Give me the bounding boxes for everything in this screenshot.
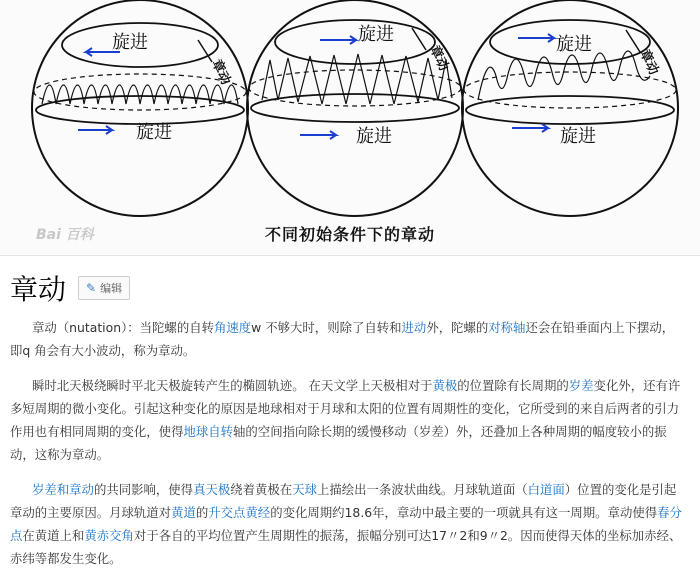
nutation-label-2: 章动 [426,43,451,74]
paragraph-text: 瞬时北天极绕瞬时平北天极旋转产生的椭圆轨迹。 在天文学上天极相对于 [32,378,433,393]
paragraph-3 [10,478,686,570]
inline-link[interactable]: 春分点 [10,505,682,543]
paragraph-text: w 不够大时，则除了自转和 [251,320,402,335]
precession-label-bottom-2: 旋进 [356,126,392,147]
figure-caption: 不同初始条件下的章动 [264,225,435,244]
paragraph-text: 外，陀螺的 [426,320,489,335]
paragraph-1 [10,316,686,362]
nutation-figure [0,0,700,256]
paragraph-text: 的变化周期约18.6年，章动中最主要的一项就具有这一周期。章动使得 [270,505,658,520]
paragraph-text: 章动（nutation）：当陀螺的自转 [32,320,214,335]
sphere-1 [32,0,248,216]
inline-link[interactable]: 岁差和章动 [32,482,94,497]
paragraph-text: 在黄道上和 [22,528,85,543]
inline-link[interactable]: 黄极 [432,378,458,393]
inline-link[interactable]: 天球 [292,482,317,497]
inline-link[interactable]: 真天极 [193,482,231,497]
paragraph-text: 的 [195,505,209,520]
precession-label-top-2: 旋进 [358,24,394,45]
paragraph-text: 变化外，还有许多短周期的微小变化。引起这种变化的原因是地球相对于月球和太阳的位置有周期性的变化，它所受到的来自后两者的引力作用也有相同周期的变化，使得 [10,378,681,439]
inline-link[interactable]: 地球自转 [183,424,234,439]
edit-label: 编辑 [100,282,123,295]
sphere-3 [462,0,678,216]
inline-link[interactable]: 黄道 [171,505,196,520]
edit-button[interactable] [78,276,130,300]
paragraph-text: 的位置除有长周期的 [457,378,569,393]
paragraph-text: ）位置的变化是引起章动的主要原因。月球轨道对 [10,482,677,520]
nutation-diagram [0,0,700,220]
precession-label-bottom: 旋进 [136,122,172,143]
baike-watermark: Bai 百科 [36,227,94,243]
precession-label-top: 旋进 [112,32,148,53]
inline-link[interactable]: 升交点黄经 [208,505,271,520]
paragraph-text: 还会在铅垂面内上下摆动，即q 角会有大小波动，称为章动。 [10,320,675,358]
paragraph-text: 轴的空间指向除长期的缓慢移动（岁差）外，还叠加上各种周期的幅度较小的振动，这称为章动。 [10,424,667,462]
nutation-label: 章动 [208,57,233,88]
inline-link[interactable]: 进动 [401,320,427,335]
sphere-2 [247,0,463,216]
nutation-label-3: 章动 [636,47,661,78]
inline-link[interactable]: 对称轴 [488,320,526,335]
inline-link[interactable]: 岁差 [568,378,594,393]
pencil-icon: ✎ [86,281,97,295]
title-row [10,268,130,308]
paragraph-text: 上描绘出一条波状曲线。月球轨道面（ [316,482,528,497]
paragraph-text: 绕着黄极在 [230,482,293,497]
inline-link[interactable]: 黄赤交角 [84,528,134,543]
inline-link[interactable]: 白道面 [527,482,565,497]
page-title: 章动 [10,273,67,306]
paragraph-text: 对于各自的平均位置产生周期性的振荡，振幅分别可达17〃2和9〃2。因而使得天体的坐标加赤经、赤纬等都发生变化。 [10,528,682,566]
paragraph-text: 的共同影响，使得 [93,482,194,497]
precession-label-top-3: 旋进 [556,34,592,55]
paragraph-2 [10,374,686,466]
precession-label-bottom-3: 旋进 [560,126,596,147]
inline-link[interactable]: 角速度 [214,320,252,335]
article-body [10,316,686,582]
